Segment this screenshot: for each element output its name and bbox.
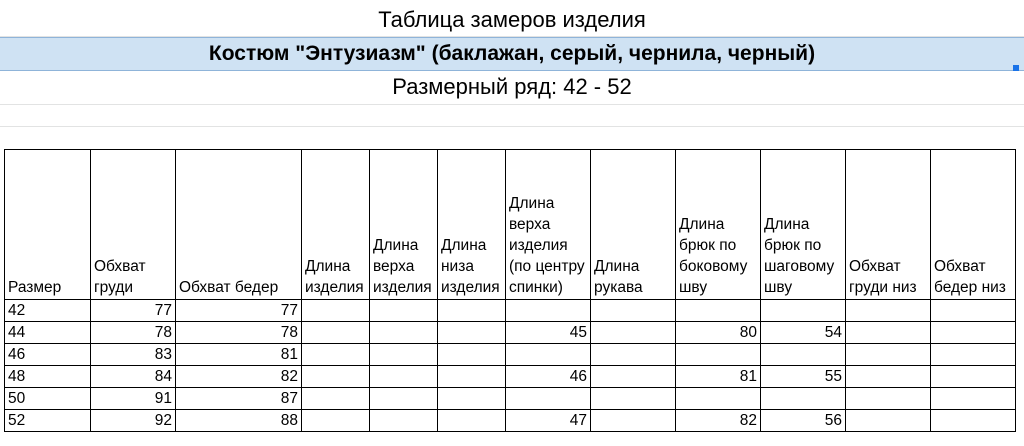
table-cell[interactable] — [302, 366, 370, 388]
outseam-cell[interactable]: 81 — [676, 366, 761, 388]
hips-cell[interactable]: 77 — [176, 300, 302, 322]
table-cell[interactable] — [591, 410, 676, 432]
table-row — [5, 366, 1016, 388]
hips-cell[interactable]: 82 — [176, 366, 302, 388]
table-cell[interactable] — [370, 300, 438, 322]
header-cell-chest[interactable]: Обхват груди — [91, 150, 176, 300]
grid-line — [0, 126, 1024, 127]
header-cell-length[interactable]: Длина изделия — [302, 150, 370, 300]
table-row — [5, 388, 1016, 410]
table-cell[interactable] — [931, 388, 1016, 410]
back-length-cell[interactable] — [506, 388, 591, 410]
back-length-cell[interactable] — [506, 300, 591, 322]
header-cell-hips[interactable]: Обхват бедер — [176, 150, 302, 300]
inseam-cell[interactable]: 56 — [761, 410, 846, 432]
table-cell[interactable] — [438, 322, 506, 344]
size-cell[interactable]: 42 — [5, 300, 91, 322]
back-length-cell[interactable]: 47 — [506, 410, 591, 432]
sheet-title[interactable]: Таблица замеров изделия — [378, 7, 646, 32]
header-cell-bottom-length[interactable]: Длина низа изделия — [438, 150, 506, 300]
size-cell[interactable]: 48 — [5, 366, 91, 388]
outseam-cell[interactable]: 80 — [676, 322, 761, 344]
table-cell[interactable] — [846, 388, 931, 410]
table-cell[interactable] — [846, 366, 931, 388]
table-row — [5, 300, 1016, 322]
table-cell[interactable] — [370, 366, 438, 388]
chest-cell[interactable]: 92 — [91, 410, 176, 432]
table-cell[interactable] — [846, 410, 931, 432]
hips-cell[interactable]: 87 — [176, 388, 302, 410]
table-cell[interactable] — [438, 366, 506, 388]
table-cell[interactable] — [370, 410, 438, 432]
table-cell[interactable] — [931, 344, 1016, 366]
table-cell[interactable] — [931, 300, 1016, 322]
table-cell[interactable] — [302, 410, 370, 432]
header-cell-inseam[interactable]: Длина брюк по шаговому шву — [761, 150, 846, 300]
table-cell[interactable] — [438, 388, 506, 410]
size-cell[interactable]: 46 — [5, 344, 91, 366]
hips-cell[interactable]: 81 — [176, 344, 302, 366]
header-cell-sleeve[interactable]: Длина рукава — [591, 150, 676, 300]
back-length-cell[interactable]: 45 — [506, 322, 591, 344]
table-cell[interactable] — [931, 366, 1016, 388]
hips-cell[interactable]: 78 — [176, 322, 302, 344]
size-range-cell[interactable]: Размерный ряд: 42 - 52 — [392, 74, 632, 99]
outseam-cell[interactable] — [676, 388, 761, 410]
table-cell[interactable] — [438, 410, 506, 432]
outseam-cell[interactable] — [676, 344, 761, 366]
table-cell[interactable] — [591, 388, 676, 410]
inseam-cell[interactable] — [761, 300, 846, 322]
measurements-table — [4, 149, 1016, 432]
table-cell[interactable] — [591, 300, 676, 322]
inseam-cell[interactable] — [761, 388, 846, 410]
chest-cell[interactable]: 77 — [91, 300, 176, 322]
table-cell[interactable] — [370, 322, 438, 344]
table-cell[interactable] — [846, 300, 931, 322]
header-cell-top-length[interactable]: Длина верха изделия — [370, 150, 438, 300]
back-length-cell[interactable] — [506, 344, 591, 366]
grid-line — [0, 104, 1024, 105]
header-cell-back-length[interactable]: Длина верха изделия (по центру спинки) — [506, 150, 591, 300]
chest-cell[interactable]: 83 — [91, 344, 176, 366]
table-cell[interactable] — [591, 322, 676, 344]
chest-cell[interactable]: 91 — [91, 388, 176, 410]
size-cell[interactable]: 50 — [5, 388, 91, 410]
table-row — [5, 344, 1016, 366]
outseam-cell[interactable] — [676, 300, 761, 322]
table-row — [5, 410, 1016, 432]
table-cell[interactable] — [438, 300, 506, 322]
table-cell[interactable] — [846, 344, 931, 366]
inseam-cell[interactable] — [761, 344, 846, 366]
table-cell[interactable] — [302, 344, 370, 366]
header-cell-outseam[interactable]: Длина брюк по боковому шву — [676, 150, 761, 300]
header-cell-chest-bottom[interactable]: Обхват груди низ — [846, 150, 931, 300]
table-cell[interactable] — [302, 300, 370, 322]
table-cell[interactable] — [370, 388, 438, 410]
chest-cell[interactable]: 84 — [91, 366, 176, 388]
header-cell-hips-bottom[interactable]: Обхват бедер низ — [931, 150, 1016, 300]
table-cell[interactable] — [370, 344, 438, 366]
size-cell[interactable]: 44 — [5, 322, 91, 344]
hips-cell[interactable]: 88 — [176, 410, 302, 432]
back-length-cell[interactable]: 46 — [506, 366, 591, 388]
outseam-cell[interactable]: 82 — [676, 410, 761, 432]
inseam-cell[interactable]: 54 — [761, 322, 846, 344]
size-cell[interactable]: 52 — [5, 410, 91, 432]
inseam-cell[interactable]: 55 — [761, 366, 846, 388]
table-cell[interactable] — [931, 322, 1016, 344]
header-cell-size[interactable]: Размер — [5, 150, 91, 300]
table-cell[interactable] — [931, 410, 1016, 432]
chest-cell[interactable]: 78 — [91, 322, 176, 344]
header-row — [5, 150, 1016, 300]
table-cell[interactable] — [302, 388, 370, 410]
table-row — [5, 322, 1016, 344]
table-cell[interactable] — [846, 322, 931, 344]
table-cell[interactable] — [438, 344, 506, 366]
product-name-cell[interactable]: Костюм "Энтузиазм" (баклажан, серый, чернила, черный) — [0, 37, 1024, 71]
table-cell[interactable] — [591, 344, 676, 366]
table-cell[interactable] — [302, 322, 370, 344]
table-cell[interactable] — [591, 366, 676, 388]
